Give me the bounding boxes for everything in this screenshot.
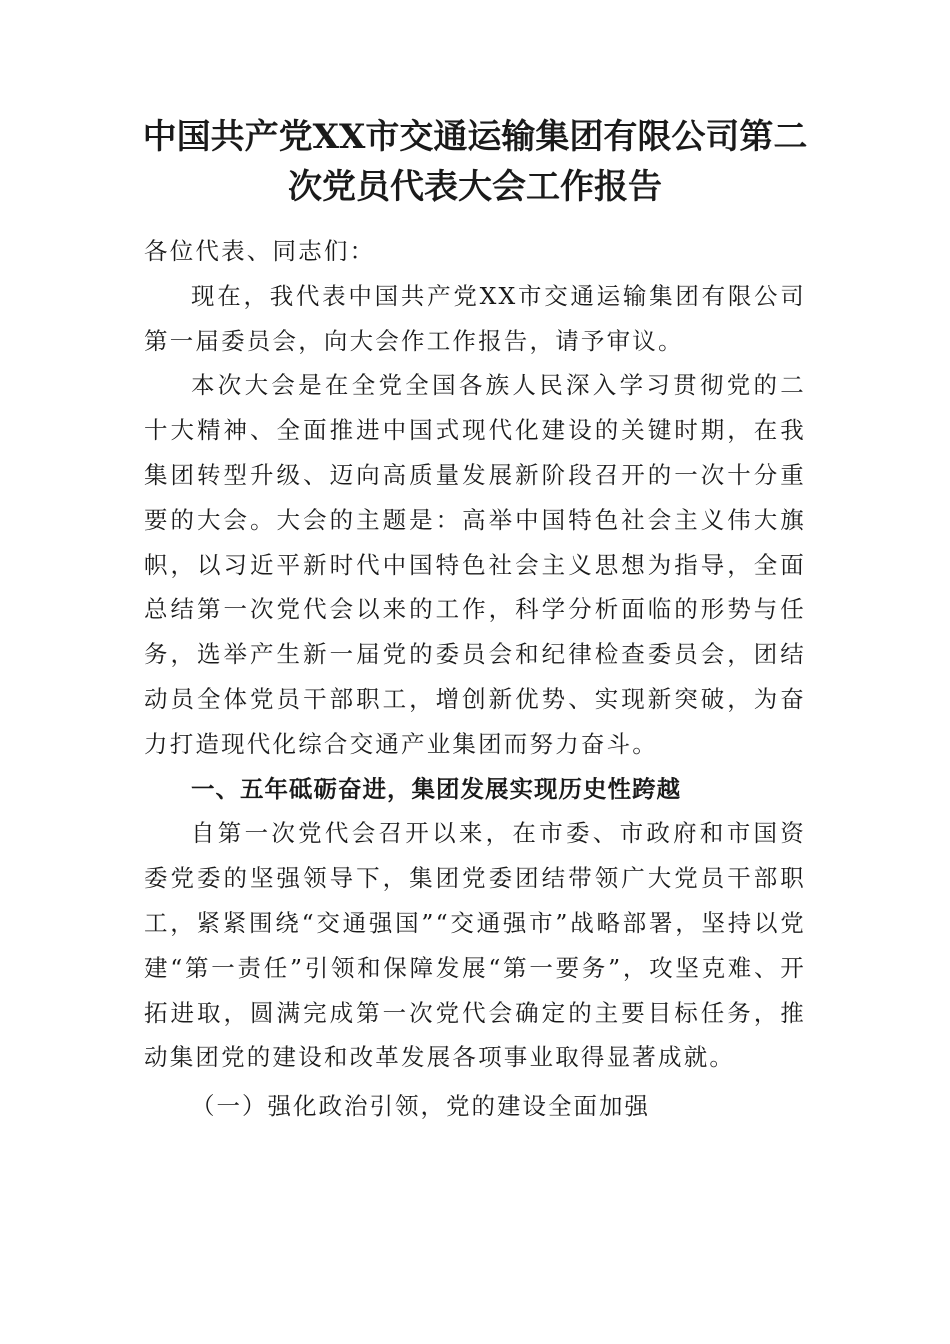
subsection-heading: （一）强化政治引领，党的建设全面加强 [191, 1092, 650, 1121]
salutation: 各位代表、同志们： [144, 237, 376, 265]
document-title: 中国共产党XX市交通运输集团有限公司第二次党员代表大会工作报告 [142, 117, 808, 207]
section-paragraph: 自第一次党代会召开以来，在市委、市政府和市国资委党委的坚强领导下，集团党委团结带领广大党员干部职工，紧紧围绕“交通强国”“交通强市”战略部署，坚持以党建“第一责任”引领和保障发展“第一要务”，攻坚克难、开拓进取，圆满完成第一次党代会确定的主要目标任务，推动集团党的建设和改革发展各项事业取得显著成就。 [144, 819, 806, 1072]
section-heading: 一、五年砥砺奋进，集团发展实现历史性跨越 [191, 774, 681, 803]
paragraph-intro: 现在，我代表中国共产党XX市交通运输集团有限公司第一届委员会，向大会作工作报告，请予审议。 [144, 281, 806, 355]
paragraph-theme: 本次大会是在全党全国各族人民深入学习贯彻党的二十大精神、全面推进中国式现代化建设的关键时期，在我集团转型升级、迈向高质量发展新阶段召开的一次十分重要的大会。大会的主题是：高举中国特色社会主义伟大旗帜，以习近平新时代中国特色社会主义思想为指导，全面总结第一次党代会以来的工作，科学分析面临的形势与任务，选举产生新一届党的委员会和纪律检查委员会，团结动员全体党员干部职工，增创新优势、实现新突破，为奋力打造现代化综合交通产业集团而努力奋斗。 [144, 371, 806, 758]
document-body [144, 229, 806, 1129]
